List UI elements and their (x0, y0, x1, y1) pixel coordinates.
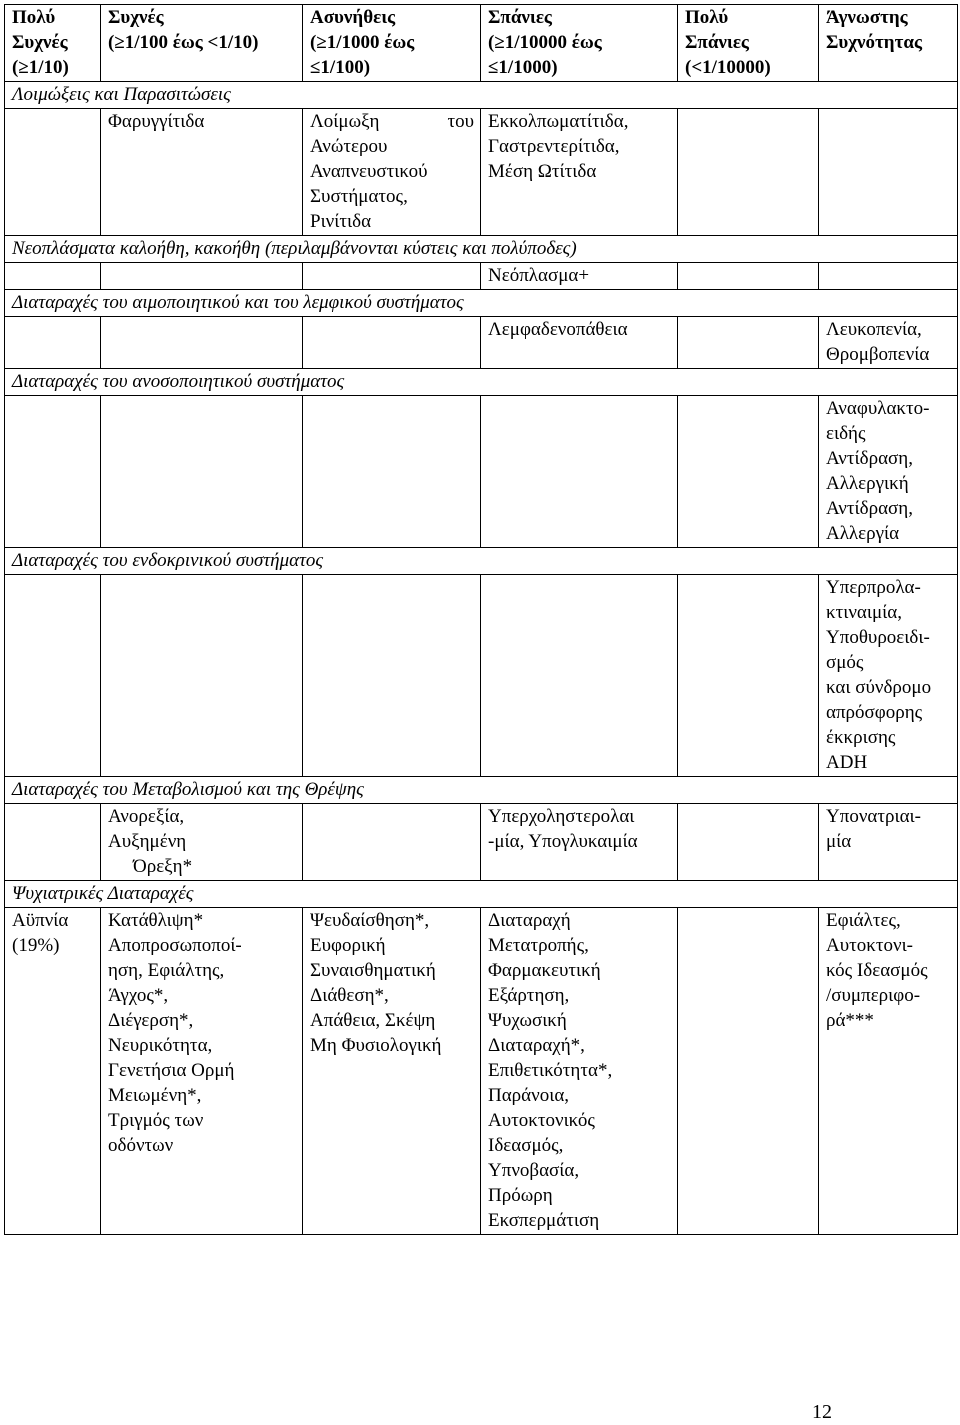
cell-text-line: Εξάρτηση, (488, 985, 570, 1006)
frequency-header-cell (678, 5, 819, 82)
table-cell (678, 575, 819, 777)
table-cell (481, 109, 678, 236)
cell-text-line: Επιθετικότητα*, (488, 1060, 613, 1081)
table-cell (678, 317, 819, 369)
table-cell (481, 263, 678, 290)
table-cell (819, 263, 958, 290)
cell-text-line: (≥1/10000 έως (488, 32, 602, 53)
section-header-row (5, 881, 958, 908)
cell-text-line: (≥1/1000 έως (310, 32, 415, 53)
table-cell (303, 804, 481, 881)
table-cell (5, 263, 101, 290)
table-cell (5, 109, 101, 236)
cell-text-line: ειδής (826, 423, 866, 444)
table-cell (5, 575, 101, 777)
table-cell (101, 263, 303, 290)
cell-text-line: οδόντων (108, 1135, 174, 1156)
cell-text-line: Ευφορική (310, 935, 386, 956)
table-cell (819, 908, 958, 1235)
table-cell (5, 908, 101, 1235)
table-cell (819, 804, 958, 881)
cell-text-line: ηση, Εφιάλτης, (108, 960, 225, 981)
section-title: Λοιμώξεις και Παρασιτώσεις (5, 82, 958, 109)
section-header-row (5, 548, 958, 575)
cell-text-line: (<1/10000) (685, 57, 771, 78)
section-title: Διαταραχές του ανοσοποιητικού συστήματος (5, 369, 958, 396)
table-cell (5, 396, 101, 548)
table-cell (678, 263, 819, 290)
cell-text-line: (19%) (12, 935, 60, 956)
cell-text-line: Συχνότητας (826, 32, 922, 53)
frequency-header-cell (481, 5, 678, 82)
cell-text-line: Κατάθλιψη* (108, 910, 204, 931)
cell-text-line: Υπονατριαι- (826, 806, 921, 827)
frequency-header-cell (819, 5, 958, 82)
cell-text-line: Διαταραχή (488, 910, 571, 931)
section-header-row (5, 777, 958, 804)
table-cell (819, 575, 958, 777)
cell-text-line: Λοίμωξη του (310, 111, 474, 132)
table-row (5, 575, 958, 777)
cell-text-line: Ανορεξία, (108, 806, 185, 827)
cell-text-line: Μειωμένη*, (108, 1085, 202, 1106)
cell-text-line: Αυτοκτονικός (488, 1110, 595, 1131)
section-title: Διαταραχές του ενδοκρινικού συστήματος (5, 548, 958, 575)
table-body (5, 5, 958, 1235)
cell-text-line: Υποθυροειδι- (826, 627, 930, 648)
table-row (5, 263, 958, 290)
cell-text-line: ≤1/1000) (488, 57, 558, 78)
cell-text-line: Πολύ (12, 7, 56, 28)
cell-text-line: Εφιάλτες, (826, 910, 901, 931)
table-cell (101, 908, 303, 1235)
cell-text-line: απρόσφορης (826, 702, 923, 723)
page-number: 12 (812, 1401, 832, 1423)
cell-text-line: ADH (826, 752, 868, 773)
cell-text-line: Αλλεργία (826, 523, 900, 544)
cell-text-line: Μετατροπής, (488, 935, 589, 956)
cell-text-line: Αναφυλακτο- (826, 398, 930, 419)
cell-text-line: Σπάνιες (685, 32, 749, 53)
table-cell (101, 396, 303, 548)
cell-text-line: Φαρυγγίτιδα (108, 111, 205, 132)
cell-text-line: (≥1/100 έως <1/10) (108, 32, 259, 53)
table-cell (101, 317, 303, 369)
table-cell (678, 109, 819, 236)
table-cell (101, 804, 303, 881)
cell-text-line: Αντίδραση, (826, 498, 913, 519)
cell-text-line: κός Ιδεασμός (826, 960, 928, 981)
table-cell (819, 109, 958, 236)
cell-text-line: /συμπεριφο- (826, 985, 921, 1006)
cell-text-line: έκκρισης (826, 727, 896, 748)
table-cell (303, 396, 481, 548)
cell-text-line: Μέση Ωτίτιδα (488, 161, 597, 182)
cell-text-line: Εκκολπωματίτιδα, (488, 111, 629, 132)
cell-text-line: Αυξημένη (108, 831, 187, 852)
table-cell (481, 317, 678, 369)
table-cell (303, 109, 481, 236)
cell-text-line: Αϋπνία (12, 910, 69, 931)
frequency-header-cell (5, 5, 101, 82)
cell-text-line: και σύνδρομο (826, 677, 932, 698)
cell-text-line: ≤1/100) (310, 57, 371, 78)
table-cell (678, 396, 819, 548)
frequency-header-cell (303, 5, 481, 82)
adverse-reactions-table (4, 4, 958, 1235)
table-cell (101, 109, 303, 236)
cell-text-line: μία (826, 831, 852, 852)
cell-text-line: Γαστρεντερίτιδα, (488, 136, 620, 157)
cell-text-line: Όρεξη* (133, 856, 193, 877)
cell-text-line: Λευκοπενία, (826, 319, 922, 340)
section-title: Διαταραχές του Μεταβολισμού και της Θρέψης (5, 777, 958, 804)
table-cell (819, 396, 958, 548)
cell-text-line: Ανώτερου (310, 136, 388, 157)
table-cell (481, 804, 678, 881)
frequency-header-cell (101, 5, 303, 82)
table-cell (303, 908, 481, 1235)
table-cell (303, 317, 481, 369)
cell-text-line: Φαρμακευτική (488, 960, 601, 981)
section-title: Διαταραχές του αιμοποιητικού και του λεμφικού συστήματος (5, 290, 958, 317)
section-header-row (5, 82, 958, 109)
table-cell (481, 575, 678, 777)
cell-text-line: Συχνές (12, 32, 68, 53)
table-cell (481, 908, 678, 1235)
section-header-row (5, 290, 958, 317)
cell-text-line: Παράνοια, (488, 1085, 570, 1106)
cell-text-line: Αναπνευστικού (310, 161, 428, 182)
cell-text-line: Σπάνιες (488, 7, 552, 28)
cell-text-line: Αυτοκτονι- (826, 935, 914, 956)
cell-text-line: Νεόπλασμα+ (488, 265, 590, 286)
cell-text-line: Υπνοβασία, (488, 1160, 580, 1181)
cell-text-line: Πολύ (685, 7, 729, 28)
cell-text-line: Ασυνήθεις (310, 7, 396, 28)
table-cell (5, 317, 101, 369)
cell-text-line: Άγνωστης (826, 7, 908, 28)
cell-text-line: Λεμφαδενοπάθεια (488, 319, 628, 340)
cell-text-line: Ρινίτιδα (310, 211, 372, 232)
cell-text-line: Τριγμός των (108, 1110, 204, 1131)
table-cell (678, 908, 819, 1235)
cell-text-line: Διάθεση*, (310, 985, 389, 1006)
table-cell (303, 575, 481, 777)
cell-text-line: σμός (826, 652, 864, 673)
section-title: Νεοπλάσματα καλοήθη, κακοήθη (περιλαμβάνονται κύστεις και πολύποδες) (5, 236, 958, 263)
cell-text-line: Συστήματος, (310, 186, 408, 207)
frequency-header-row (5, 5, 958, 82)
cell-text-line: Υπερπρολα- (826, 577, 921, 598)
cell-text-line: Θρομβοπενία (826, 344, 930, 365)
table-row (5, 908, 958, 1235)
cell-text-line: Πρόωρη (488, 1185, 553, 1206)
table-row (5, 109, 958, 236)
cell-text-line: -μία, Υπογλυκαιμία (488, 831, 638, 852)
table-cell (303, 263, 481, 290)
table-cell (5, 804, 101, 881)
section-title: Ψυχιατρικές Διαταραχές (5, 881, 958, 908)
table-cell (819, 317, 958, 369)
cell-text-line: Ψυχωσική (488, 1010, 567, 1031)
cell-text-line: Μη Φυσιολογική (310, 1035, 442, 1056)
cell-text-line: Συχνές (108, 7, 164, 28)
cell-text-line: Αλλεργική (826, 473, 909, 494)
cell-text-line: Άγχος*, (108, 985, 169, 1006)
cell-text-line: Αποπροσωποποί- (108, 935, 242, 956)
cell-text-line: Αντίδραση, (826, 448, 913, 469)
table-cell (678, 804, 819, 881)
cell-text-line: (≥1/10) (12, 57, 69, 78)
cell-text-line: Ιδεασμός, (488, 1135, 564, 1156)
table-cell (481, 396, 678, 548)
table-row (5, 396, 958, 548)
cell-text-line: Εκσπερμάτιση (488, 1210, 600, 1231)
table-row (5, 317, 958, 369)
cell-text-line: κτιναιμία, (826, 602, 902, 623)
section-header-row (5, 236, 958, 263)
section-header-row (5, 369, 958, 396)
cell-text-line: Υπερχοληστερολαι (488, 806, 635, 827)
cell-text-line: Νευρικότητα, (108, 1035, 213, 1056)
cell-text-line: Διαταραχή*, (488, 1035, 585, 1056)
cell-text-line: Διέγερση*, (108, 1010, 194, 1031)
cell-text-line: Απάθεια, Σκέψη (310, 1010, 436, 1031)
cell-text-line: Συναισθηματική (310, 960, 436, 981)
table-cell (101, 575, 303, 777)
cell-text-line: Γενετήσια Ορμή (108, 1060, 235, 1081)
cell-text-line: Ψευδαίσθηση*, (310, 910, 430, 931)
cell-text-line: ρά*** (826, 1010, 874, 1031)
table-row (5, 804, 958, 881)
